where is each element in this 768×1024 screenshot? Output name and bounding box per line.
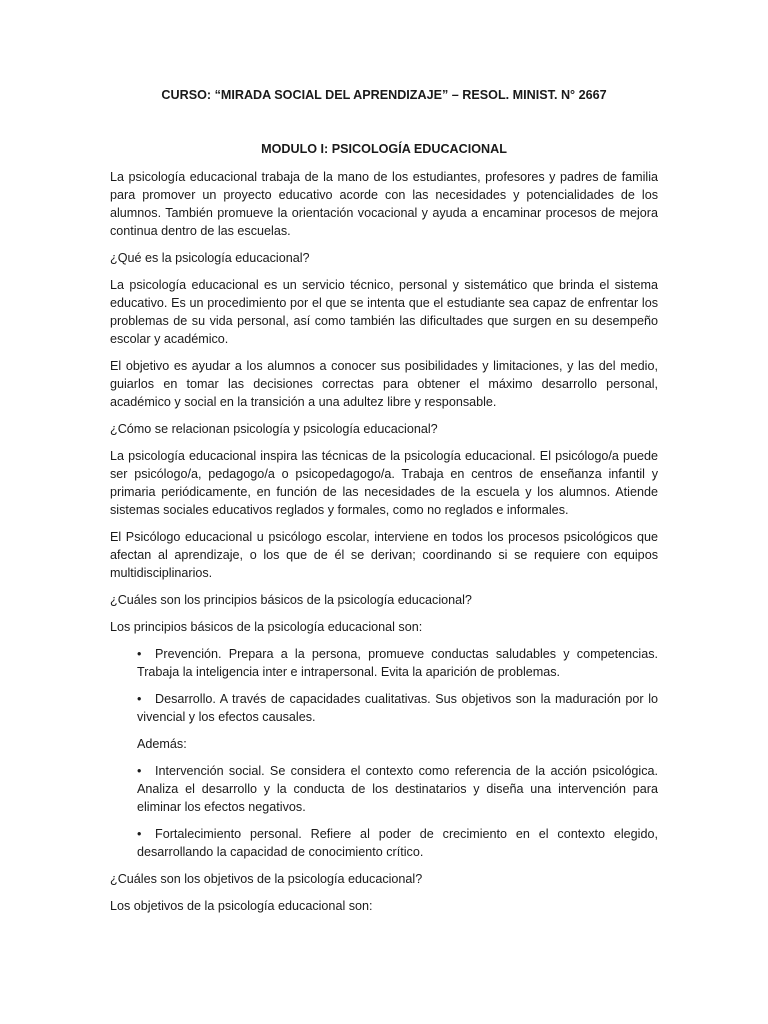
principles-intro: Los principios básicos de la psicología educacional son: [110,620,423,634]
principle-text: Fortalecimiento personal. Refiere al poder de crecimiento en el contexto elegido, desarrollando la capacidad de conocimiento crítico. [137,827,658,859]
answer-what-is-paragraph-1: La psicología educacional es un servicio técnico, personal y sistemático que brinda el sistema educativo. Es un procedimiento por el que se intenta que el estudiante sea capaz de enfrentar los problemas de su vida personal, así como también las dificultades que surgen en su desempeño escolar y académico. [110,278,658,346]
question-relation: ¿Cómo se relacionan psicología y psicología educacional? [110,422,438,436]
answer-what-is-paragraph-2: El objetivo es ayudar a los alumnos a conocer sus posibilidades y limitaciones, y las del medio, guiarlos en tomar las decisiones correctas para obtener el máximo desarrollo personal, académico y social en la transición a una adultez libre y responsable. [110,359,658,409]
module-title: MODULO I: PSICOLOGÍA EDUCACIONAL [261,142,507,156]
principle-item-social-intervention [137,762,658,816]
document-body [110,86,658,924]
intro-paragraph: La psicología educacional trabaja de la mano de los estudiantes, profesores y padres de familia para promover un proyecto educativo acorde con las necesidades y potencialidades de los alumnos. También promueve la orientación vocacional y ayuda a encaminar procesos de mejora continua dentro de las escuelas. [110,170,658,238]
answer-relation-paragraph-1: La psicología educacional inspira las técnicas de la psicología educacional. El psicólogo/a puede ser psicólogo/a, pedagogo/a o psicopedagogo/a. Trabaja en centros de enseñanza infantil y primaria periódicamente, en función de las necesidades de la escuela y los alumnos. Atiende sistemas sociales educativos reglados y formales, como no reglados e informales. [110,449,658,517]
principle-item-personal-strengthening [137,825,658,861]
course-title: CURSO: “MIRADA SOCIAL DEL APRENDIZAJE” – RESOL. MINIST. N° 2667 [161,88,607,102]
question-what-is: ¿Qué es la psicología educacional? [110,251,310,265]
objectives-intro: Los objetivos de la psicología educacional son: [110,899,373,913]
principle-item-development [137,690,658,726]
question-objectives: ¿Cuáles son los objetivos de la psicología educacional? [110,872,423,886]
bullet-icon: • [137,692,142,706]
answer-relation-paragraph-2: El Psicólogo educacional u psicólogo escolar, interviene en todos los procesos psicológicos que afectan al aprendizaje, o los que de él se derivan; coordinando si se requiere con equipos multidisciplinarios. [110,530,658,580]
question-principles: ¿Cuáles son los principios básicos de la psicología educacional? [110,593,472,607]
bullet-icon: • [137,764,142,778]
principle-text: Intervención social. Se considera el contexto como referencia de la acción psicológica. Analiza el desarrollo y la conducta de los destinatarios y diseña una intervención para eliminar los efectos negativos. [137,764,658,814]
principle-text: Prevención. Prepara a la persona, promueve conductas saludables y competencias. Trabaja la inteligencia inter e intrapersonal. Evita la aparición de problemas. [137,647,658,679]
bullet-icon: • [137,647,142,661]
ademas-label: Además: [137,737,187,751]
principle-item-prevention [137,645,658,681]
principle-text: Desarrollo. A través de capacidades cualitativas. Sus objetivos son la maduración por lo vivencial y los efectos causales. [137,692,658,724]
bullet-icon: • [137,827,142,841]
